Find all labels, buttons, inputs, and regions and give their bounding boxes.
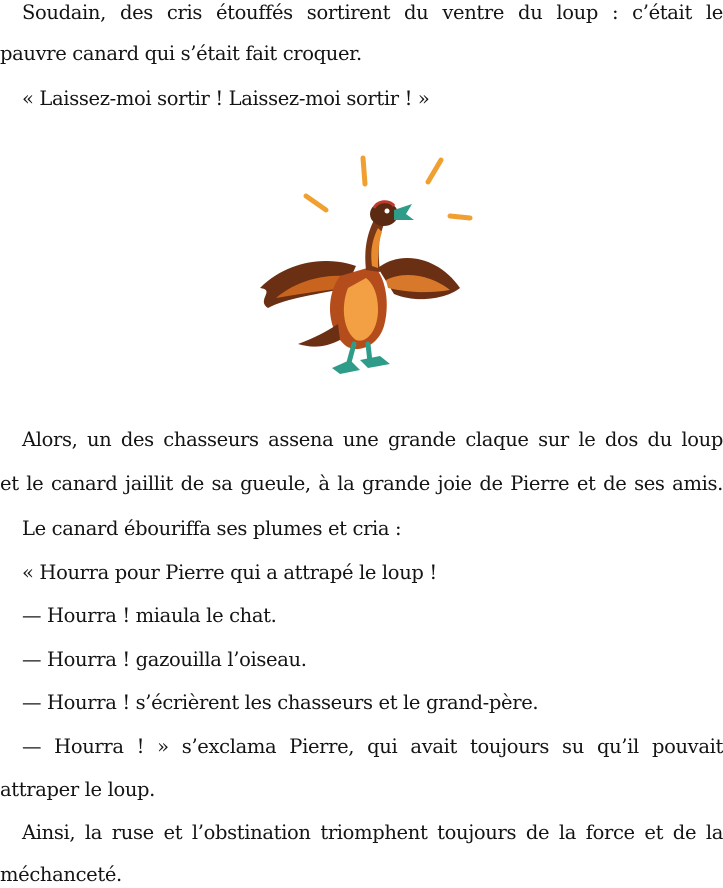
duck-illustration xyxy=(228,148,478,388)
para10-line1: Ainsi, la ruse et l’obstination triomphent toujours de la force et de la xyxy=(22,821,723,844)
para6: — Hourra ! miaula le chat. xyxy=(22,604,277,627)
para10-line2: méchanceté. xyxy=(0,863,122,886)
para2: « Laissez-moi sortir ! Laissez-moi sortir ! » xyxy=(22,87,430,110)
para4: Le canard ébouriffa ses plumes et cria : xyxy=(22,517,402,540)
para8: — Hourra ! s’écrièrent les chasseurs et le grand-père. xyxy=(22,691,539,714)
para1-line1: Soudain, des cris étouffés sortirent du ventre du loup : c’était le xyxy=(22,1,723,24)
para1-line2: pauvre canard qui s’était fait croquer. xyxy=(0,42,362,65)
para3-line1: Alors, un des chasseurs assena une grande claque sur le dos du loup xyxy=(22,428,723,451)
duck-icon xyxy=(260,202,460,374)
para9-line2: attraper le loup. xyxy=(0,778,156,801)
para3-line2: et le canard jaillit de sa gueule, à la grande joie de Pierre et de ses amis. xyxy=(0,472,723,495)
para7: — Hourra ! gazouilla l’oiseau. xyxy=(22,648,307,671)
para5: « Hourra pour Pierre qui a attrapé le loup ! xyxy=(22,561,437,584)
para9-line1: — Hourra ! » s’exclama Pierre, qui avait toujours su qu’il pouvait xyxy=(22,735,723,758)
